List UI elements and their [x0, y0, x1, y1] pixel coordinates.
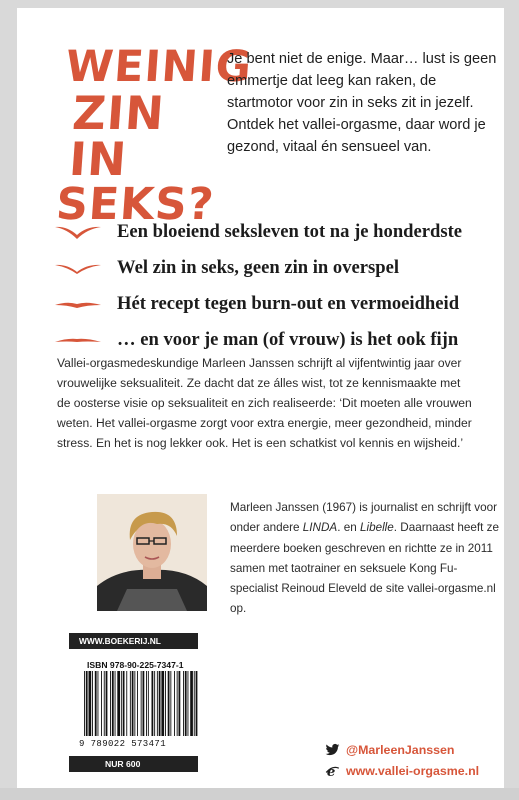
book-back-cover — [17, 8, 504, 788]
twitter-handle-text: @MarleenJanssen — [346, 743, 455, 757]
title-line-1: WEINIG — [64, 42, 254, 92]
bullet-item — [53, 214, 503, 250]
cover-title — [54, 42, 254, 230]
twitter-icon — [325, 743, 340, 757]
bullet-text: Een bloeiend seksleven tot na je honderdste — [117, 221, 463, 242]
bio-magazine-libelle: Libelle — [359, 521, 394, 535]
bullet-arc-icon — [53, 331, 103, 349]
background-strip — [0, 788, 519, 800]
bio-magazine-linda: LINDA — [302, 521, 338, 535]
isbn-label: ISBN 978-90-225-7347-1 — [87, 660, 184, 670]
author-bio — [230, 498, 500, 620]
bullet-arc-icon — [53, 295, 103, 313]
bullet-item — [53, 286, 503, 322]
bullet-item — [53, 250, 503, 286]
barcode — [83, 671, 199, 736]
title-line-2: ZIN IN — [67, 86, 167, 186]
nur-label: NUR 600 — [69, 756, 198, 772]
bullet-list — [53, 214, 503, 358]
bullet-text: Hét recept tegen burn-out en vermoeidheid — [117, 293, 460, 314]
bullet-arc-icon — [53, 259, 103, 277]
author-photo — [97, 494, 207, 611]
internet-explorer-icon — [325, 764, 340, 778]
intro-text: Je bent niet de enige. Maar… lust is geen emmertje dat leeg kan raken, de startmotor voor zin in seks zit in jezelf. Ontdek het vallei-orgasme, daar word je gezond, vitaal én sensueel van. — [227, 51, 497, 155]
bullet-text: Wel zin in seks, geen zin in overspel — [117, 257, 400, 278]
bio-part-1: Marleen Janssen (1967) is journalist en schrijft voor onder andere — [230, 501, 497, 535]
website-link[interactable] — [325, 764, 479, 778]
title-line-3: SEKS? — [54, 179, 217, 230]
body-text: Vallei-orgasmedeskundige Marleen Janssen schrijft al vijfentwintig jaar over vrouwelijke seksualiteit. Ze dacht dat ze álles wist, tot ze kennismaakte met de oosterse visie op seksualiteit en zich realiseerde: ‘Dit moeten alle vrouwen weten. Het vallei-orgasme zorgt voor extra energie, meer gezondheid, minder stress. En het is nog lekker ook. Het is een schatkist vol kennis en wijsheid.’ — [57, 356, 472, 450]
svg-text:e: e — [326, 764, 336, 778]
bullet-arc-icon — [53, 223, 103, 241]
bullet-text: … en voor je man (of vrouw) is het ook fijn — [117, 329, 459, 350]
twitter-handle[interactable] — [325, 743, 455, 757]
bio-part-3: . Daarnaast heeft ze meerdere boeken geschreven en richtte ze in 2011 samen met taotrainer en seksuele Kong Fu-specialist Reinoud Eleveld de site vallei-orgasme.nl op. — [230, 521, 500, 616]
publisher-site-label: WWW.BOEKERIJ.NL — [69, 633, 198, 649]
bio-part-2: . en — [337, 521, 360, 535]
website-link-text: www.vallei-orgasme.nl — [346, 764, 480, 778]
barcode-digits: 9 789022 573471 — [79, 739, 167, 749]
